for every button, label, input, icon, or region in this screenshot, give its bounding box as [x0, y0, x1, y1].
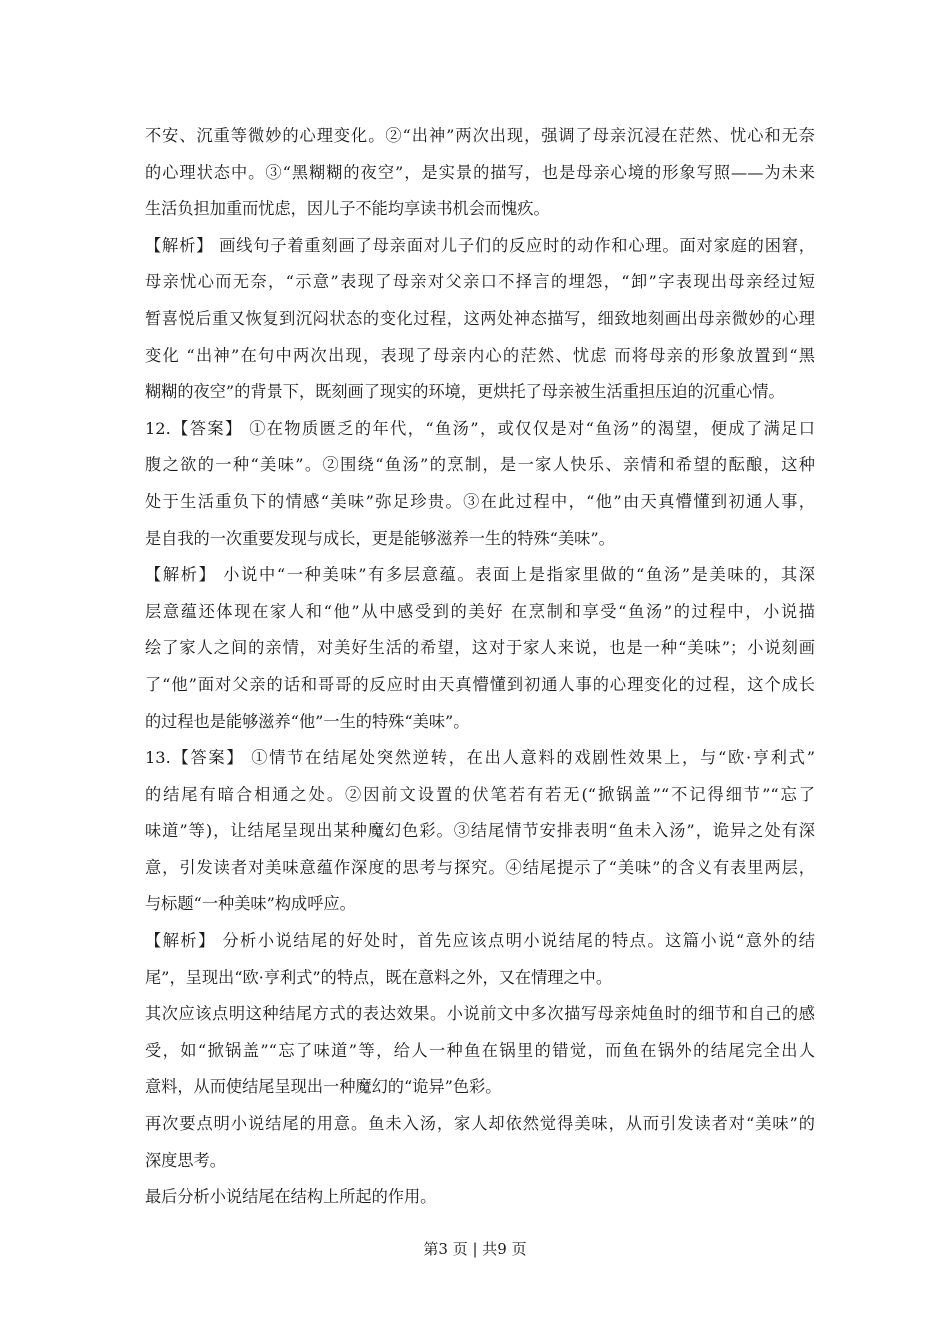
text-line: 最后分析小说结尾在结构上所起的作用。 — [145, 1187, 437, 1207]
page-footer: 第3 页 | 共9 页 — [423, 1240, 527, 1258]
text-line: 母亲忧心而无奈，“示意”表现了母亲对父亲口不择言的埋怨，“卸”字表现出母亲经过短 — [145, 272, 815, 292]
text-line: 的心理状态中。③“黑糊糊的夜空”，是实景的描写，也是母亲心境的形象写照——为未来 — [145, 162, 815, 182]
text-line: 不安、沉重等微妙的心理变化。②“出神”两次出现，强调了母亲沉浸在茫然、忧心和无奈 — [145, 126, 815, 145]
analysis-line: 【解析】 分析小说结尾的好处时，首先应该点明小说结尾的特点。这篇小说“意外的结 — [145, 931, 815, 951]
text-line: 意料，从而使结尾呈现出一种魔幻的“诡异”色彩。 — [145, 1077, 502, 1097]
answer-text — [145, 118, 815, 1216]
text-line: 再次要点明小说结尾的用意。鱼未入汤，家人却依然觉得美味，从而引发读者对“美味”的 — [145, 1114, 815, 1134]
answer-line: 13.【答案】 ①情节在结尾处突然逆转，在出人意料的戏剧性效果上，与“欧·亨利式” — [145, 748, 815, 768]
text-line: 层意蕴还体现在家人和“他”从中感受到的美好 在烹制和享受“鱼汤”的过程中，小说描 — [145, 601, 815, 621]
text-line: 其次应该点明这种结尾方式的表达效果。小说前文中多次描写母亲炖鱼时的细节和自己的感 — [145, 1004, 815, 1024]
text-line: 深度思考。 — [145, 1150, 226, 1170]
analysis-line: 【解析】 画线句子着重刻画了母亲面对儿子们的反应时的动作和心理。面对家庭的困窘， — [145, 235, 815, 255]
text-line: 变化 “出神”在句中两次出现，表现了母亲内心的茫然、忧虑 而将母亲的形象放置到“黑 — [145, 345, 815, 365]
answer-line: 12.【答案】 ①在物质匮乏的年代，“鱼汤”，或仅仅是对“鱼汤”的渴望，便成了满足口 — [145, 418, 815, 438]
text-line: 腹之欲的一种“美味”。②围绕“鱼汤”的烹制，是一家人快乐、亲情和希望的酝酿，这种 — [145, 455, 815, 475]
text-line: 受，如“掀锅盖”“忘了味道”等，给人一种鱼在锅里的错觉，而鱼在锅外的结尾完全出人 — [145, 1040, 815, 1060]
text-line: 尾”，呈现出“欧·亨利式”的特点，既在意料之外，又在情理之中。 — [145, 967, 613, 987]
text-line: 是自我的一次重要发现与成长，更是能够滋养一生的特殊“美味”。 — [145, 528, 615, 548]
text-line: 与标题“一种美味”构成呼应。 — [145, 894, 356, 914]
analysis-line: 【解析】 小说中“一种美味”有多层意蕴。表面上是指家里做的“鱼汤”是美味的，其深 — [145, 565, 815, 585]
text-line: 意，引发读者对美味意蕴作深度的思考与探究。④结尾提示了“美味”的含义有表里两层， — [145, 857, 815, 877]
text-line: 糊糊的夜空”的背景下，既刻画了现实的环境，更烘托了母亲被生活重担压迫的沉重心情。 — [145, 382, 785, 402]
text-line: 暂喜悦后重又恢复到沉闷状态的变化过程，这两处神态描写，细致地刻画出母亲微妙的心理 — [145, 308, 815, 328]
text-line: 的结尾有暗合相通之处。②因前文设置的伏笔若有若无(“掀锅盖”“不记得细节”“忘了 — [145, 784, 815, 804]
text-line: 生活负担加重而忧虑，因儿子不能均享读书机会而愧疚。 — [145, 199, 550, 219]
text-line: 的过程也是能够滋养“他”一生的特殊“美味”。 — [145, 711, 470, 731]
text-line: 绘了家人之间的亲情，对美好生活的希望，这对于家人来说，也是一种“美味”；小说刻画 — [145, 638, 815, 658]
text-line: 了“他”面对父亲的话和哥哥的反应时由天真懵懂到初通人事的心理变化的过程，这个成长 — [145, 674, 815, 694]
text-line: 味道”等)，让结尾呈现出某种魔幻色彩。③结尾情节安排表明“鱼未入汤”，诡异之处有深 — [145, 821, 815, 841]
text-line: 处于生活重负下的情感“美味”弥足珍贵。③在此过程中，“他”由天真懵懂到初通人事， — [145, 491, 815, 511]
